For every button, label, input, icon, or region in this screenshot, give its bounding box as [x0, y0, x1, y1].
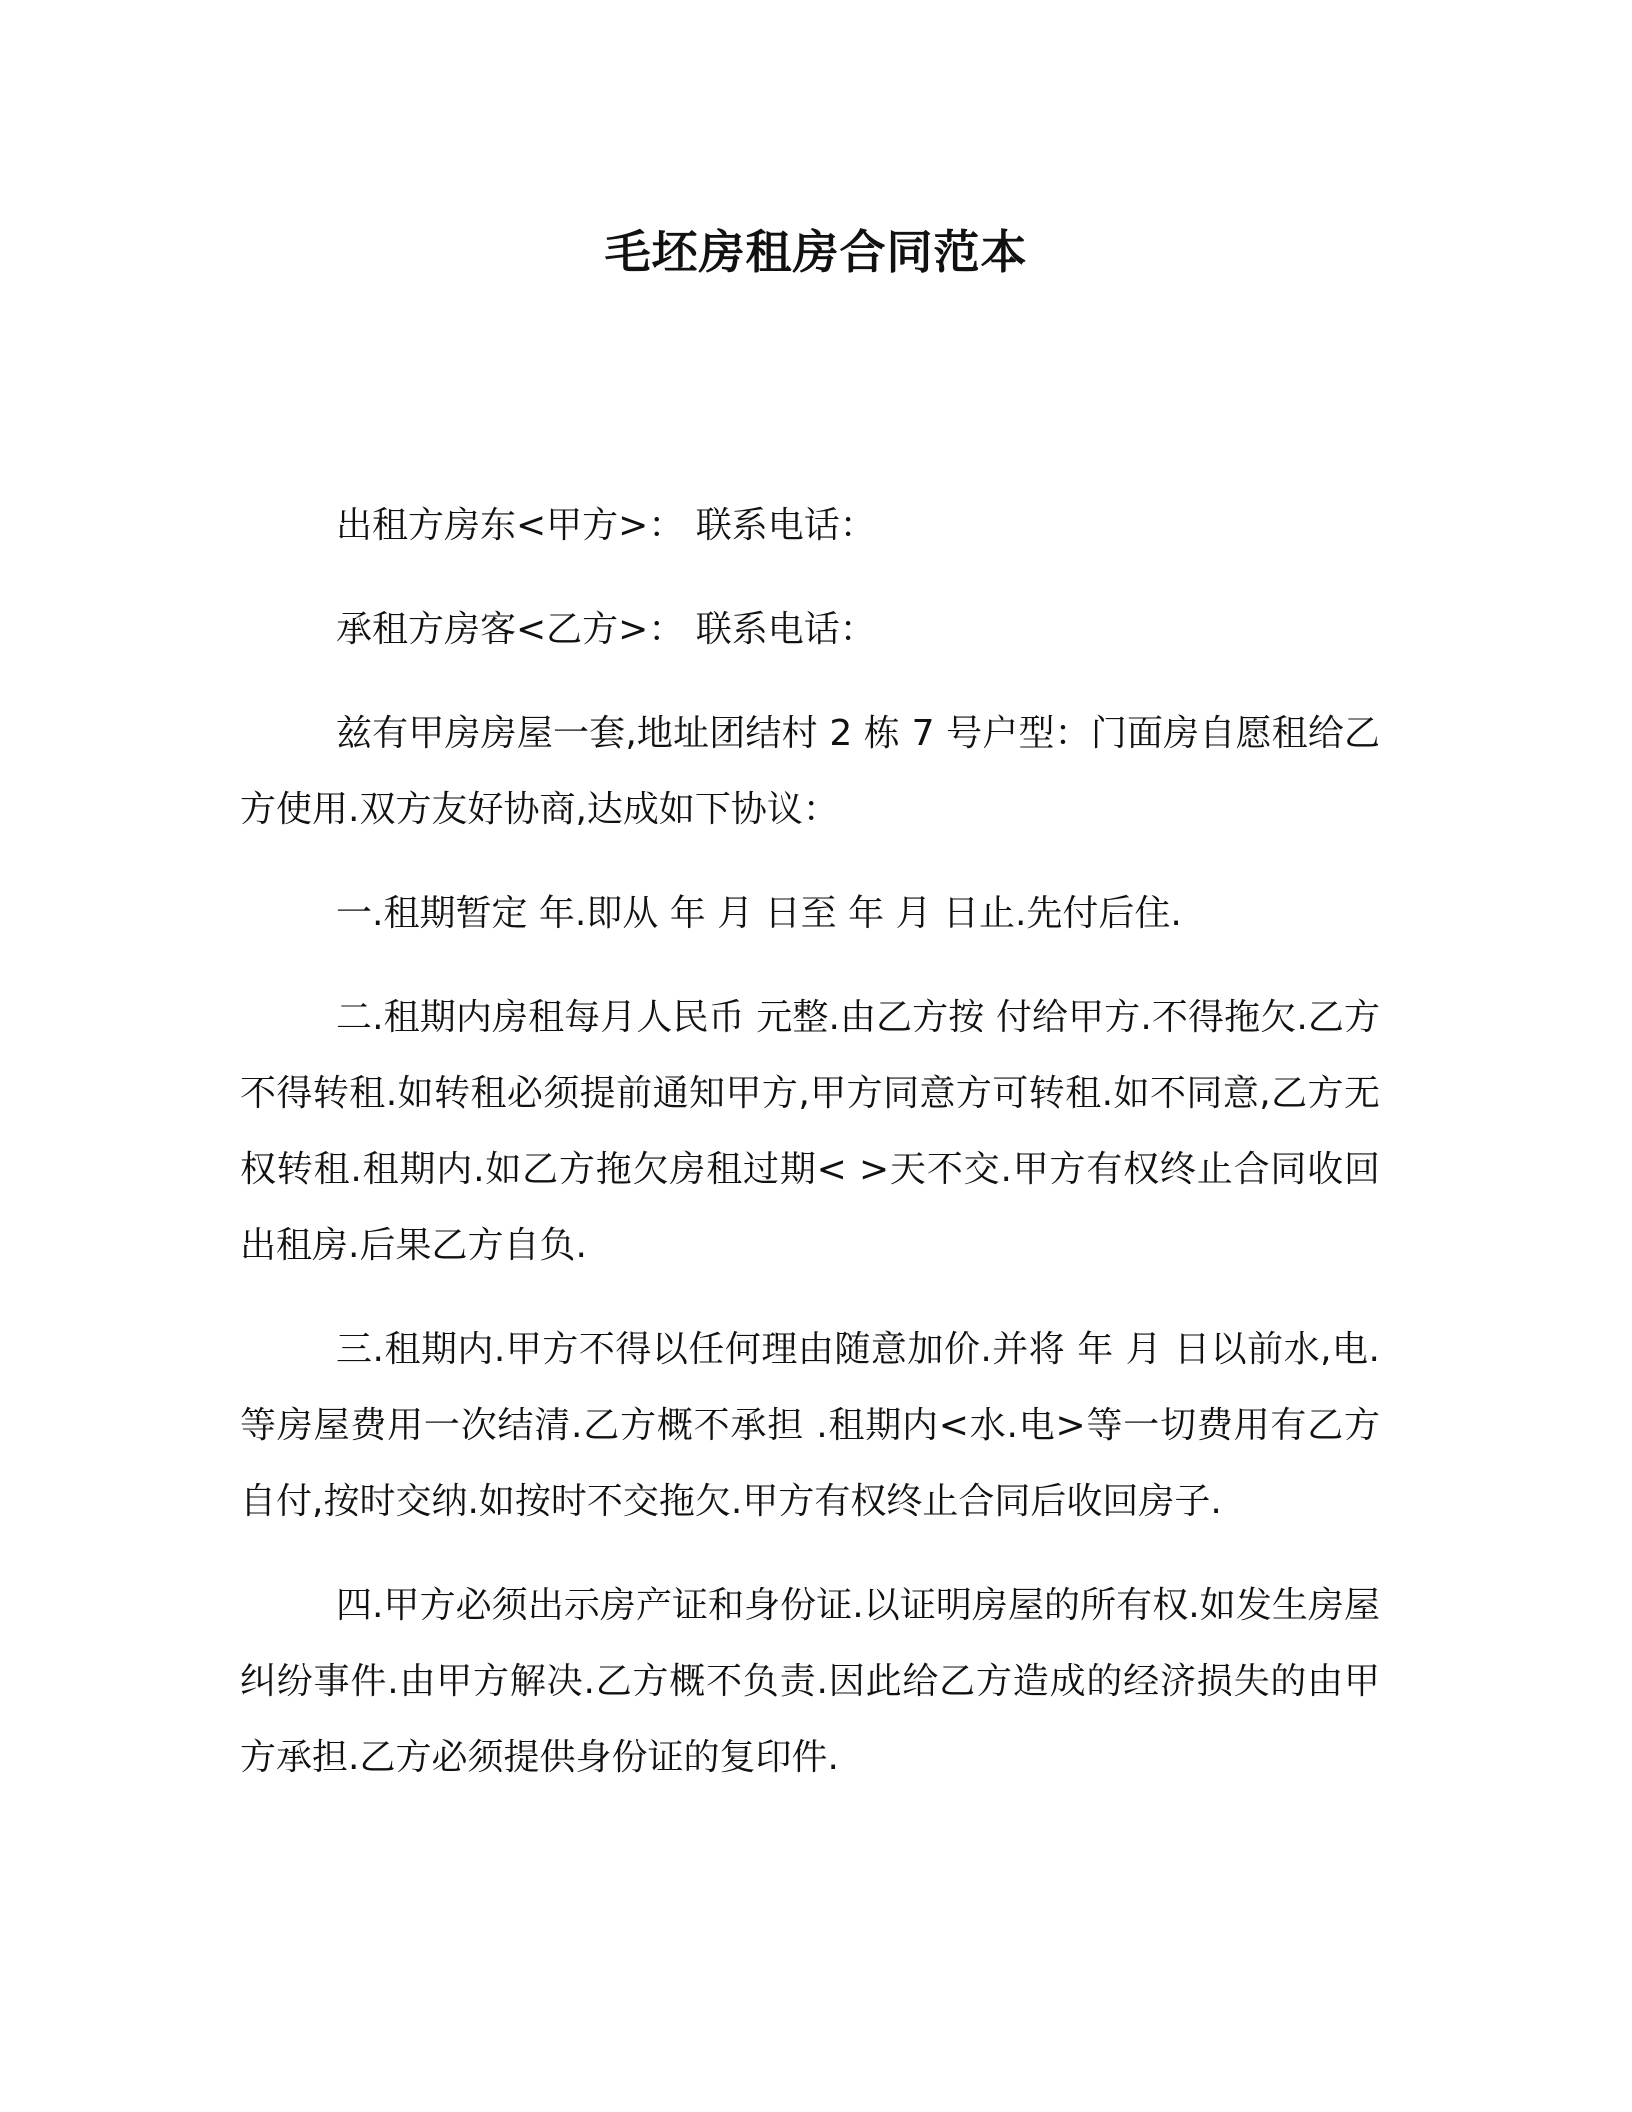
- paragraph-clause-2: 二.租期内房租每月人民币 元整.由乙方按 付给甲方.不得拖欠.乙方不得转租.如转租必须提前通知甲方,甲方同意方可转租.如不同意,乙方无权转租.租期内.如乙方拖欠房租过期< >天不交.甲方有权终止合同收回出租房.后果乙方自负.: [240, 997, 1380, 1266]
- paragraph-intro: 兹有甲房房屋一套,地址团结村 2 栋 7 号户型：门面房自愿租给乙方使用.双方友好协商,达成如下协议：: [240, 713, 1380, 830]
- paragraph-tenant: 承租方房客<乙方>： 联系电话：: [336, 609, 876, 650]
- document-title: 毛坯房租房合同范本: [604, 225, 1028, 279]
- paragraph-landlord: 出租方房东<甲方>： 联系电话：: [336, 505, 876, 546]
- document-body: [240, 488, 1380, 1824]
- paragraph-clause-3: 三.租期内.甲方不得以任何理由随意加价.并将 年 月 日以前水,电.等房屋费用一次结清.乙方概不承担 .租期内<水.电>等一切费用有乙方自付,按时交纳.如按时不交拖欠.甲方有权终止合同后收回房子.: [240, 1329, 1380, 1522]
- paragraph-clause-1: 一.租期暂定 年.即从 年 月 日至 年 月 日止.先付后住.: [336, 893, 1182, 934]
- paragraph-clause-4: 四.甲方必须出示房产证和身份证.以证明房屋的所有权.如发生房屋纠纷事件.由甲方解决.乙方概不负责.因此给乙方造成的经济损失的由甲方承担.乙方必须提供身份证的复印件.: [240, 1585, 1380, 1778]
